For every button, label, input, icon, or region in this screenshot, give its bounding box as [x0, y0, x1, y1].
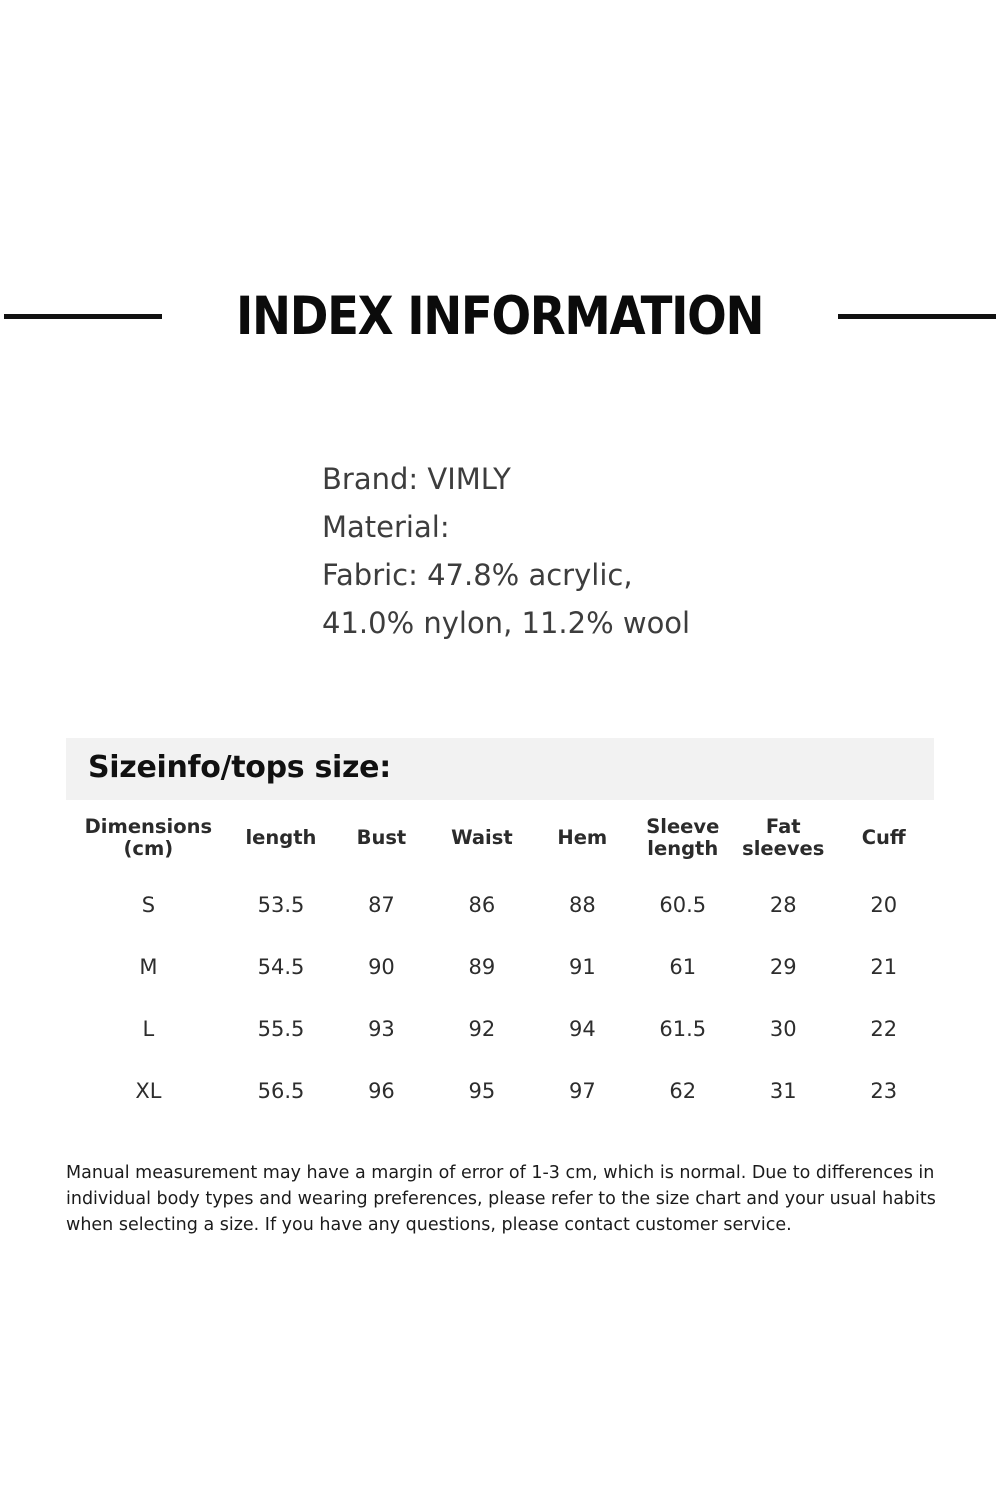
cell-m-bust: 90: [368, 955, 395, 979]
cell-m-cuff: 21: [870, 955, 898, 979]
table-row: [66, 874, 934, 936]
table-row: [66, 1060, 934, 1122]
size-chart-table: [66, 808, 934, 1122]
column-header-hem-line1: Hem: [557, 826, 608, 849]
cell-l-sleeve-length: 61.5: [659, 1017, 707, 1041]
table-row: [66, 998, 934, 1060]
cell-m-sleeve-length: 61: [669, 955, 697, 979]
cell-m-fat-sleeves: 29: [769, 955, 797, 979]
size-info-heading: Sizeinfo/tops size:: [88, 750, 391, 785]
cell-xl-fat-sleeves: 31: [769, 1079, 797, 1103]
column-header-fat-sleeves-line1: Fat: [765, 815, 801, 838]
cell-s-hem: 88: [568, 893, 596, 917]
cell-l-bust: 93: [368, 1017, 395, 1041]
cell-size-l: L: [142, 1017, 155, 1041]
column-header-sleeve-length-line1: Sleeve: [646, 815, 720, 838]
column-header-sleeve-length-line2: length: [647, 837, 719, 860]
cell-m-waist: 89: [468, 955, 496, 979]
page-title: INDEX INFORMATION: [236, 286, 764, 347]
title-rule-left: [4, 314, 162, 319]
cell-l-length: 55.5: [257, 1017, 305, 1041]
measurement-disclaimer: Manual measurement may have a margin of error of 1-3 cm, which is normal. Due to differences in individual body types and wearing preferences, please refer to the size chart and your usual habits when selecting a size. If you have any questions, please contact customer service.: [66, 1163, 936, 1235]
cell-xl-sleeve-length: 62: [669, 1079, 697, 1103]
info-line-fabric-2: 41.0% nylon, 11.2% wool: [322, 606, 691, 640]
page-title-row: [0, 286, 1000, 347]
cell-s-waist: 86: [468, 893, 496, 917]
cell-xl-cuff: 23: [870, 1079, 898, 1103]
cell-size-xl: XL: [135, 1079, 162, 1103]
column-header-length-line1: length: [245, 826, 317, 849]
column-header-cuff-line1: Cuff: [861, 826, 906, 849]
table-row: [66, 936, 934, 998]
column-header-dimensions: [66, 808, 231, 874]
column-header-waist-line1: Waist: [451, 826, 513, 849]
cell-xl-bust: 96: [368, 1079, 395, 1103]
column-header-bust-line1: Bust: [356, 826, 407, 849]
info-line-fabric-1: Fabric: 47.8% acrylic,: [322, 558, 633, 592]
column-header-fat-sleeves-line2: sleeves: [742, 837, 825, 860]
column-header-dimensions-line1: Dimensions: [84, 815, 213, 838]
cell-xl-waist: 95: [468, 1079, 496, 1103]
title-rule-right: [838, 314, 996, 319]
column-header-cuff: [833, 808, 934, 874]
column-header-fat-sleeves: [733, 808, 833, 874]
cell-l-cuff: 22: [870, 1017, 898, 1041]
cell-s-length: 53.5: [257, 893, 305, 917]
cell-xl-hem: 97: [568, 1079, 596, 1103]
product-info-block: [322, 455, 690, 647]
column-header-length: [231, 808, 331, 874]
column-header-sleeve-length: [633, 808, 733, 874]
cell-xl-length: 56.5: [257, 1079, 305, 1103]
column-header-dimensions-line2: (cm): [123, 837, 174, 860]
cell-s-sleeve-length: 60.5: [659, 893, 707, 917]
cell-l-hem: 94: [568, 1017, 596, 1041]
column-header-bust: [331, 808, 431, 874]
column-header-waist: [432, 808, 532, 874]
cell-s-bust: 87: [368, 893, 395, 917]
info-line-material: Material:: [322, 510, 450, 544]
column-header-hem: [532, 808, 632, 874]
table-header-row: [66, 808, 934, 874]
cell-l-fat-sleeves: 30: [769, 1017, 797, 1041]
cell-m-length: 54.5: [257, 955, 305, 979]
info-line-brand: Brand: VIMLY: [322, 462, 511, 496]
cell-s-cuff: 20: [870, 893, 898, 917]
cell-l-waist: 92: [468, 1017, 496, 1041]
cell-size-m: M: [139, 955, 158, 979]
cell-m-hem: 91: [568, 955, 596, 979]
cell-s-fat-sleeves: 28: [769, 893, 797, 917]
cell-size-s: S: [141, 893, 156, 917]
